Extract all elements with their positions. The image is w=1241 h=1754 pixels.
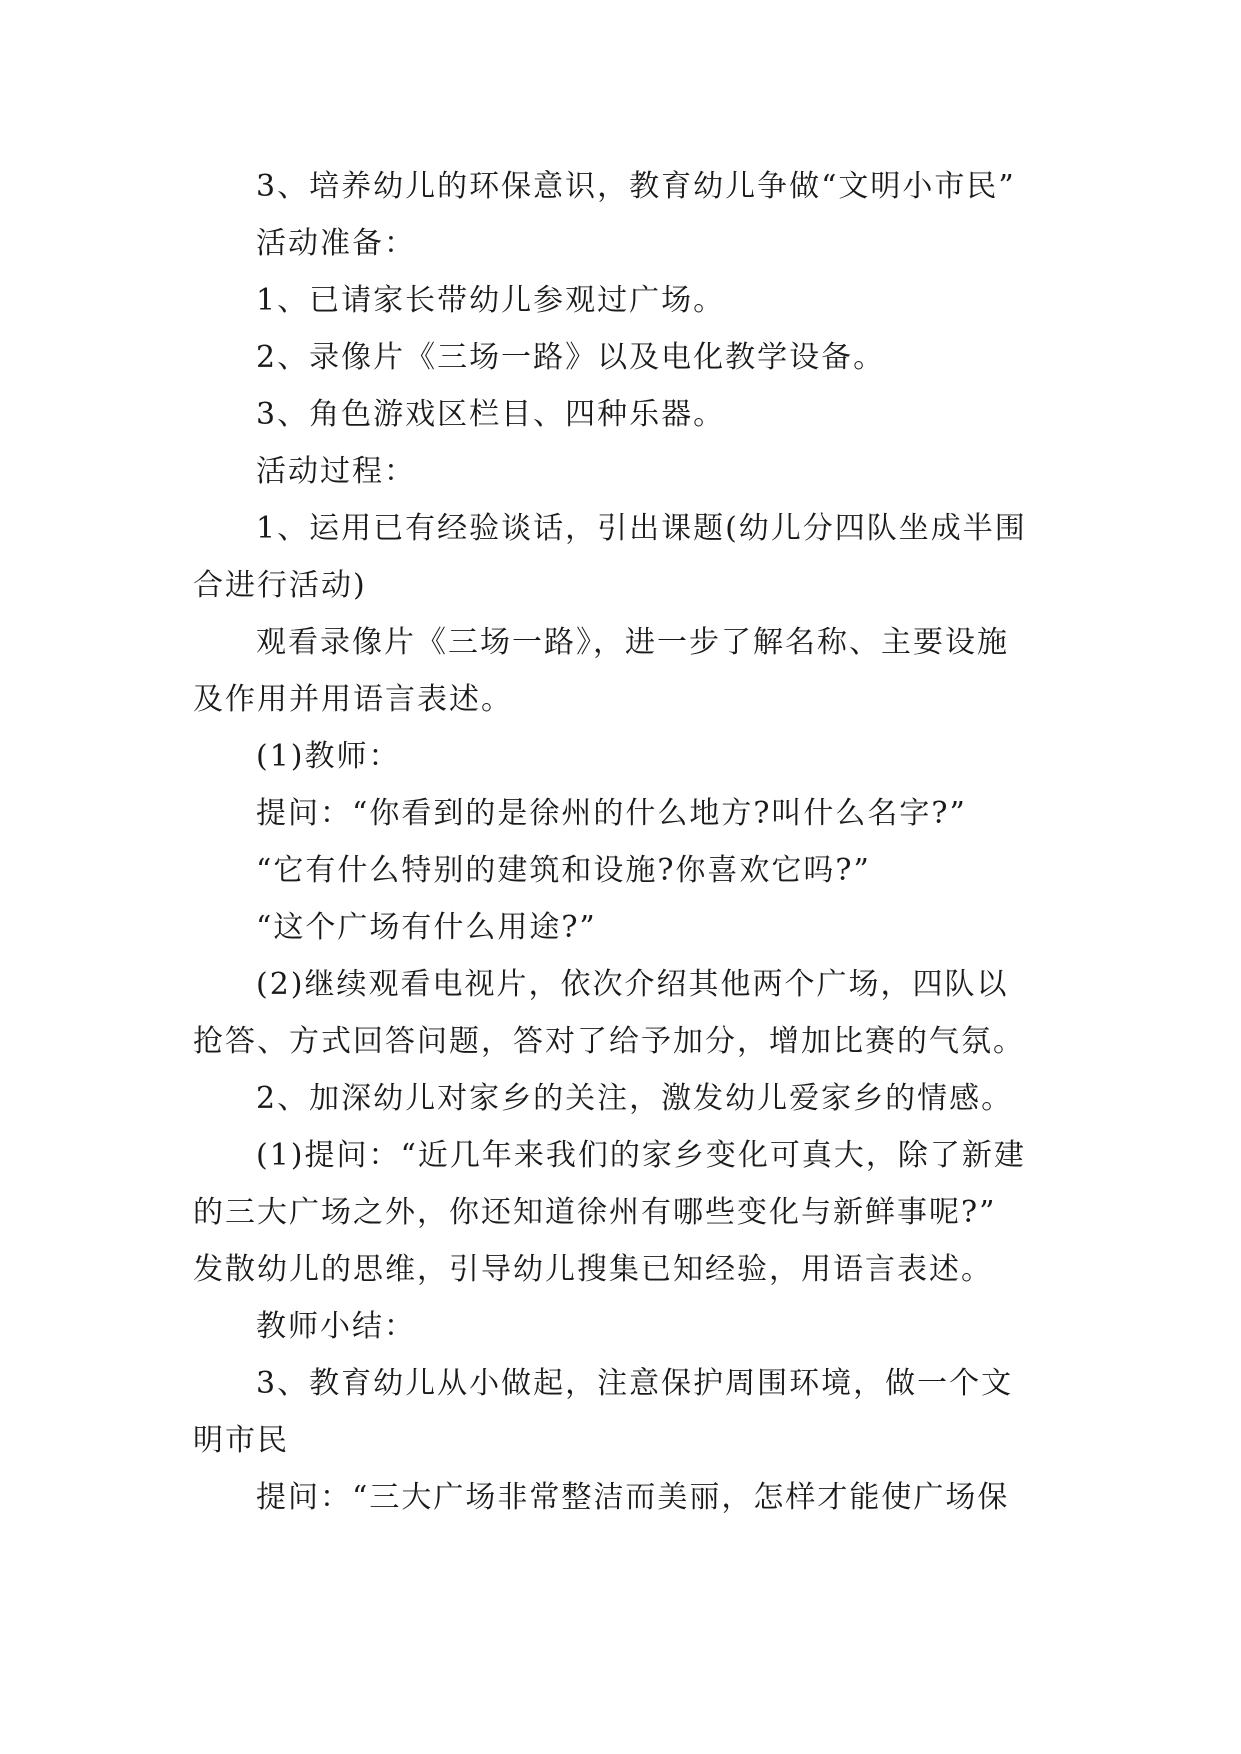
paragraph-line: 观看录像片《三场一路》，进一步了解名称、主要设施 xyxy=(256,625,1009,660)
paragraph-line: 2、录像片《三场一路》以及电化教学设备。 xyxy=(256,340,886,375)
paragraph-line: 的三大广场之外，你还知道徐州有哪些变化与新鲜事呢?” xyxy=(193,1195,997,1230)
paragraph-line: 明市民 xyxy=(193,1423,289,1458)
paragraph-line: 1、运用已有经验谈话，引出课题(幼儿分四队坐成半围 xyxy=(256,511,1027,546)
paragraph-line: (2)继续观看电视片，依次介绍其他两个广场，四队以 xyxy=(256,967,1009,1002)
paragraph-line: 抢答、方式回答问题，答对了给予加分，增加比赛的气氛。 xyxy=(193,1024,1025,1059)
paragraph-line: (1)提问：“近几年来我们的家乡变化可真大，除了新建 xyxy=(256,1138,1026,1173)
paragraph-line: 教师小结： xyxy=(256,1309,416,1344)
paragraph-line: 活动过程： xyxy=(256,454,416,489)
paragraph-line: “这个广场有什么用途?” xyxy=(256,910,597,945)
paragraph-line: 提问：“你看到的是徐州的什么地方?叫什么名字?” xyxy=(256,796,967,831)
paragraph-line: 发散幼儿的思维，引导幼儿搜集已知经验，用语言表述。 xyxy=(193,1252,993,1287)
paragraph-line: 活动准备： xyxy=(256,226,416,261)
paragraph-line: 提问：“三大广场非常整洁而美丽，怎样才能使广场保 xyxy=(256,1480,1010,1515)
paragraph-line: (1)教师： xyxy=(256,739,401,774)
paragraph-line: 合进行活动) xyxy=(193,568,367,603)
paragraph-line: 3、角色游戏区栏目、四种乐器。 xyxy=(256,397,726,432)
paragraph-line: 3、培养幼儿的环保意识，教育幼儿争做“文明小市民” xyxy=(256,169,1016,204)
paragraph-line: 及作用并用语言表述。 xyxy=(193,682,513,717)
paragraph-line: 3、教育幼儿从小做起，注意保护周围环境，做一个文 xyxy=(256,1366,1014,1401)
paragraph-line: 1、已请家长带幼儿参观过广场。 xyxy=(256,283,726,318)
paragraph-line: 2、加深幼儿对家乡的关注，激发幼儿爱家乡的情感。 xyxy=(256,1081,1014,1116)
paragraph-line: “它有什么特别的建筑和设施?你喜欢它吗?” xyxy=(256,853,871,888)
